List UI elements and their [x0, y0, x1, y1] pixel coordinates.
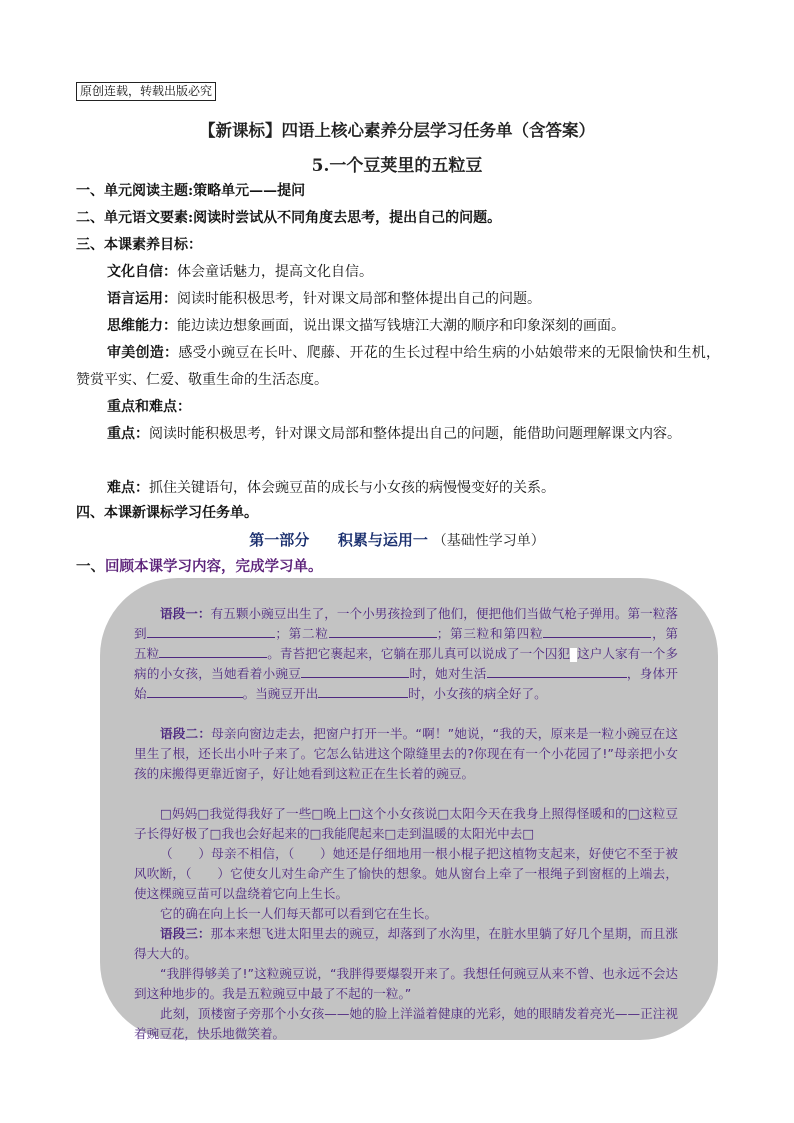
section-one-number: 一、	[76, 558, 105, 575]
blank-attitude[interactable]	[487, 664, 627, 678]
passage-two-conjunction-task: （ ）母亲不相信，（ ）她还是仔细地用一根小棍子把这植物支起来，好使它不至于被风吹断，（ ）它使女儿对生命产生了愉快的想象。她从窗台上牵了一根绳子到窗框的上端去，使这棵豌豆苗可以盘绕着它向上生长。	[134, 846, 678, 901]
task-heading: 四、本课新课标学习任务单。	[76, 505, 258, 521]
goal-culture-label: 文化自信：	[107, 264, 177, 280]
passage-three-end: 此刻，顶楼窗子旁那个小女孩——她的脸上洋溢着健康的光彩，她的眼睛发着亮光——正注视着豌豆花，快乐地微笑着。	[134, 1006, 678, 1041]
passage-three-quote: “我胖得够美了!”这粒豌豆说，“我胖得要爆裂开来了。我想任何豌豆从来不曾、也永远不会达到这种地步的。我是五粒豌豆中最了不起的一粒。”	[134, 966, 678, 1001]
difficult-point-label: 难点：	[107, 480, 149, 496]
blank-body-starts[interactable]	[147, 684, 243, 698]
passage-three	[134, 924, 678, 964]
lesson-title: 5.一个豆荚里的五粒豆	[311, 156, 483, 176]
key-point-label: 重点：	[107, 426, 149, 442]
difficult-point-text: 抓住关键语句，体会豌豆苗的成长与小女孩的病慢慢变好的关系。	[149, 480, 555, 496]
passage-one-text-j: 时，小女孩的病全好了。	[408, 686, 547, 701]
passage-three-text-a: 那本来想飞进太阳里去的豌豆，却落到了水沟里，在脏水里躺了好几个星期，而且涨得大大的。	[134, 926, 679, 961]
passage-one-text-h: ，身体开始	[134, 666, 679, 701]
passage-one-text-g: 时，她对生活	[409, 666, 487, 681]
document-title: 【新课标】四语上核心素养分层学习任务单（含答案）	[199, 121, 595, 140]
section-one-text: 回顾本课学习内容，完成学习单。	[105, 558, 323, 575]
blank-fifth-pea[interactable]	[159, 644, 267, 658]
passage-one	[134, 604, 678, 704]
blank-watching-pea[interactable]	[301, 664, 409, 678]
part-heading	[0, 528, 794, 553]
unit-theme: 一、单元阅读主题:策略单元——提问	[76, 183, 306, 199]
key-difficult-heading: 重点和难点：	[107, 399, 191, 415]
passage-one-text-d: ，第五粒	[134, 626, 679, 661]
part-label: 第一部分	[249, 531, 310, 549]
key-point-text: 阅读时能积极思考，针对课文局部和整体提出自己的问题，能借助问题理解课文内容。	[149, 426, 681, 442]
passage-one-text-f: 这户人家有一个多病的小女孩，当她看着小豌豆	[134, 646, 679, 681]
copyright-notice: 原创连载，转载出版必究	[76, 82, 216, 101]
part-name: 积累与运用一	[337, 531, 428, 549]
goal-thinking-label: 思维能力：	[107, 318, 177, 334]
blank-second-pea[interactable]	[329, 624, 437, 638]
passage-one-text-b: ；第二粒	[275, 626, 329, 641]
passage-one-text-c: ；第三粒和第四粒	[436, 626, 544, 641]
goal-aesthetic	[76, 340, 720, 394]
goal-language	[107, 286, 719, 313]
passage-two-punctuation-task: □妈妈□我觉得我好了一些□晚上□这个小女孩说□太阳今天在我身上照得怪暖和的□这粒豆子长得好极了□我也会好起来的□我能爬起来□走到温暖的太阳光中去□	[134, 806, 678, 841]
difficult-point	[107, 475, 719, 502]
goal-language-text: 阅读时能积极思考，针对课文局部和整体提出自己的问题。	[177, 291, 541, 307]
passage-two-end: 它的确在向上长一人们每天都可以看到它在生长。	[160, 906, 438, 921]
blank-flower[interactable]	[318, 684, 408, 698]
goal-thinking-text: 能边读边想象画面，说出课文描写钱塘江大潮的顺序和印象深刻的画面。	[177, 318, 625, 334]
goal-culture	[107, 259, 719, 286]
passage-two	[134, 724, 678, 784]
goals-heading: 三、本课素养目标：	[76, 237, 202, 253]
passage-one-text-i: 。当豌豆开出	[242, 686, 319, 701]
part-note: （基础性学习单）	[432, 533, 545, 549]
unit-element: 二、单元语文要素:阅读时尝试从不同角度去思考，提出自己的问题。	[76, 210, 502, 226]
goal-culture-text: 体会童话魅力，提高文化自信。	[177, 264, 373, 280]
passage-one-label: 语段一：	[160, 606, 211, 621]
goal-aesthetic-text: 感受小豌豆在长叶、爬藤、开花的生长过程中给生病的小姑娘带来的无限愉快和生机，赞赏平实、仁爱、敬重生命的生活态度。	[76, 345, 721, 388]
blank-third-fourth-pea[interactable]	[543, 624, 651, 638]
goal-language-label: 语言运用：	[107, 291, 177, 307]
passage-two-text-a: 母亲向窗边走去，把窗户打开一半。“啊！”她说，“我的天，原来是一粒小豌豆在这里生了根，还长出小叶子来了。它怎么钻进这个隙缝里去的?你现在有一个小花园了!”母亲把小女孩的床搬得更靠近窗子，好让她看到这粒正在生长着的豌豆。	[134, 726, 679, 781]
passage-two-label: 语段二：	[160, 726, 212, 741]
passage-three-label: 语段三：	[160, 926, 211, 941]
key-point	[76, 421, 720, 448]
passage-one-text-a: 有五颗小豌豆出生了，一个小男孩捡到了他们，便把他们当做气枪子弹用。第一粒落到	[134, 606, 679, 641]
passage-one-text-e: 。青苔把它裹起来，它躺在那儿真可以说成了一个囚犯	[267, 646, 571, 661]
goal-thinking	[107, 313, 719, 340]
section-one-heading	[76, 556, 323, 578]
goal-aesthetic-label: 审美创造：	[107, 345, 179, 361]
blank-first-pea[interactable]	[147, 624, 275, 638]
